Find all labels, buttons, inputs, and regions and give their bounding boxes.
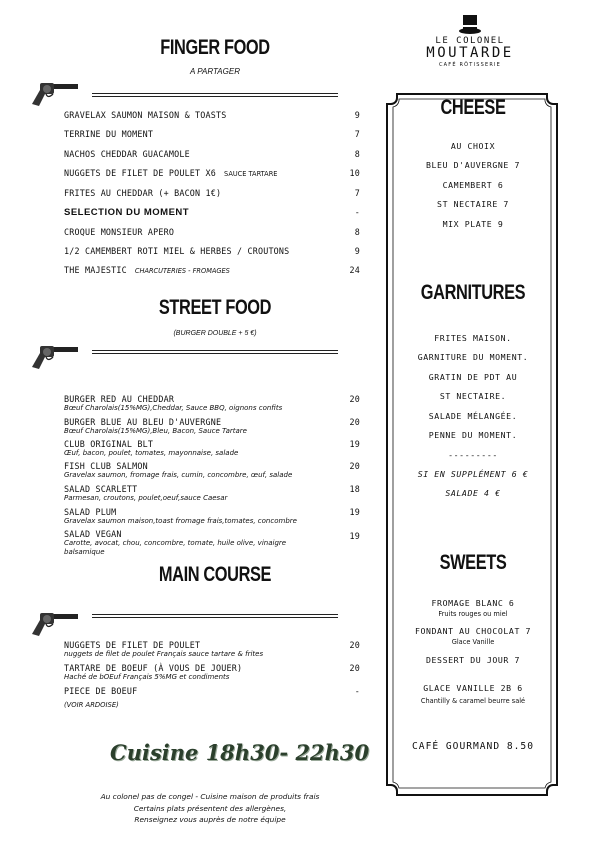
garniture-item: SALADE MÉLANGÉE.	[428, 411, 518, 421]
menu-item: FISH CLUB SALMON 20 Gravelax saumon, fromage frais, cumin, concombre, œuf, salade	[64, 461, 360, 479]
revolver-icon	[28, 80, 80, 110]
menu-item: NACHOS CHEDDAR GUACAMOLE 8	[64, 149, 360, 159]
footer-line: Au colonel pas de congel - Cuisine maison de produits frais	[100, 792, 320, 801]
cheese-item: ST NECTAIRE 7	[437, 199, 509, 209]
menu-item: TERRINE DU MOMENT 7	[64, 129, 360, 139]
street-food-title: STREET FOOD	[158, 296, 272, 319]
footer-note	[40, 791, 380, 826]
logo-name: MOUTARDE	[426, 45, 514, 61]
finger-food-subtitle: A PARTAGER	[190, 67, 240, 76]
garniture-separator: ---------	[448, 450, 498, 460]
main-course-title: MAIN COURSE	[158, 563, 272, 586]
garniture-salade: SALADE 4 €	[445, 488, 501, 498]
menu-item: NUGGETS DE FILET DE POULET 20 nuggets de filet de poulet Français sauce tartare & frites	[64, 640, 360, 658]
top-hat-icon	[458, 14, 482, 36]
cafe-gourmand: CAFÉ GOURMAND 8.50	[412, 741, 534, 752]
menu-item: SELECTION DU MOMENT -	[64, 207, 360, 218]
street-food-subtitle: (BURGER DOUBLE + 5 €)	[173, 330, 257, 337]
garniture-supplement: SI EN SUPPLÉMENT 6 €	[417, 469, 529, 479]
menu-item: BURGER BLUE AU BLEU D'AUVERGNE 20 Bœuf Charolais(15%MG),Bleu, Bacon, Sauce Tartare	[64, 417, 360, 435]
menu-item: NUGGETS DE FILET DE POULET X6 SAUCE TARTARE 10	[64, 168, 360, 178]
logo	[400, 14, 540, 74]
sweet-item	[388, 626, 558, 646]
cheese-item: MIX PLATE 9	[442, 219, 504, 229]
section-rule	[92, 350, 338, 354]
section-rule	[92, 93, 338, 97]
menu-item: 1/2 CAMEMBERT ROTI MIEL & HERBES / CROUTONS 9	[64, 246, 360, 256]
sweet-desc: Chantilly & caramel beurre salé	[420, 697, 526, 705]
logo-top-text: LE COLONEL	[435, 36, 505, 46]
main-course-footnote: (VOIR ARDOISE)	[64, 701, 119, 709]
menu-item: SALAD SCARLETT 18 Parmesan, croutons, poulet,oeuf,sauce Caesar	[64, 484, 360, 502]
revolver-icon	[28, 610, 80, 640]
garniture-item: PENNE DU MOMENT.	[428, 430, 518, 440]
sweet-name: FONDANT AU CHOCOLAT 7	[414, 626, 532, 636]
cheese-item: AU CHOIX	[450, 141, 496, 151]
menu-item: PIECE DE BOEUF -	[64, 686, 360, 696]
sweet-desc: Fruits rouges ou miel	[438, 610, 508, 618]
menu-item: THE MAJESTIC CHARCUTERIES - FROMAGES 24	[64, 265, 360, 275]
menu-item: SALAD VEGAN 19 Carotte, avocat, chou, concombre, tomate, huile olive, vinaigre balsamique	[64, 529, 360, 556]
menu-item: TARTARE DE BOEUF (À VOUS DE JOUER) 20 Haché de bOEuf Français 5%MG et condiments	[64, 663, 360, 681]
menu-item: SALAD PLUM 19 Gravelax saumon maison,toast fromage frais,tomates, concombre	[64, 507, 360, 525]
garniture-item: GRATIN DE PDT AU	[428, 372, 518, 382]
sweet-name: GLACE VANILLE 2B 6	[423, 683, 523, 693]
sweet-name: FROMAGE BLANC 6	[431, 598, 515, 608]
garniture-item: FRITES MAISON.	[434, 333, 512, 343]
menu-item: CROQUE MONSIEUR APERO 8	[64, 227, 360, 237]
menu-item: BURGER RED AU CHEDDAR 20 Bœuf Charolais(15%MG),Cheddar, Sauce BBQ, oignons confits	[64, 394, 360, 412]
sweet-item	[388, 598, 558, 618]
cheese-item: CAMEMBERT 6	[442, 180, 504, 190]
kitchen-hours: Cuisine 18h30- 22h30	[110, 740, 370, 765]
section-rule	[92, 614, 338, 618]
menu-item: CLUB ORIGINAL BLT 19 Œuf, bacon, poulet, tomates, mayonnaise, salade	[64, 439, 360, 457]
menu-item: GRAVELAX SAUMON MAISON & TOASTS 9	[64, 110, 360, 120]
garniture-item: GARNITURE DU MOMENT.	[417, 352, 529, 362]
logo-tagline: CAFÉ RÔTISSERIE	[438, 62, 502, 68]
garniture-item: ST NECTAIRE.	[439, 391, 507, 401]
footer-line: Renseignez vous auprès de notre équipe	[134, 815, 286, 824]
sweet-item	[388, 683, 558, 705]
finger-food-title: FINGER FOOD	[160, 36, 270, 59]
cheese-title: CHEESE	[440, 96, 506, 119]
cheese-item: BLEU D'AUVERGNE 7	[426, 160, 520, 170]
garnitures-title: GARNITURES	[420, 281, 526, 304]
sweet-item	[388, 655, 558, 665]
menu-item: FRITES AU CHEDDAR (+ BACON 1€) 7	[64, 188, 360, 198]
footer-line: Certains plats présentent des allergènes,	[133, 803, 287, 813]
sweet-desc: Glace Vanille	[451, 638, 495, 646]
revolver-icon	[28, 343, 80, 373]
sweets-title: SWEETS	[439, 551, 507, 574]
sweet-name: DESSERT DU JOUR 7	[426, 655, 520, 665]
